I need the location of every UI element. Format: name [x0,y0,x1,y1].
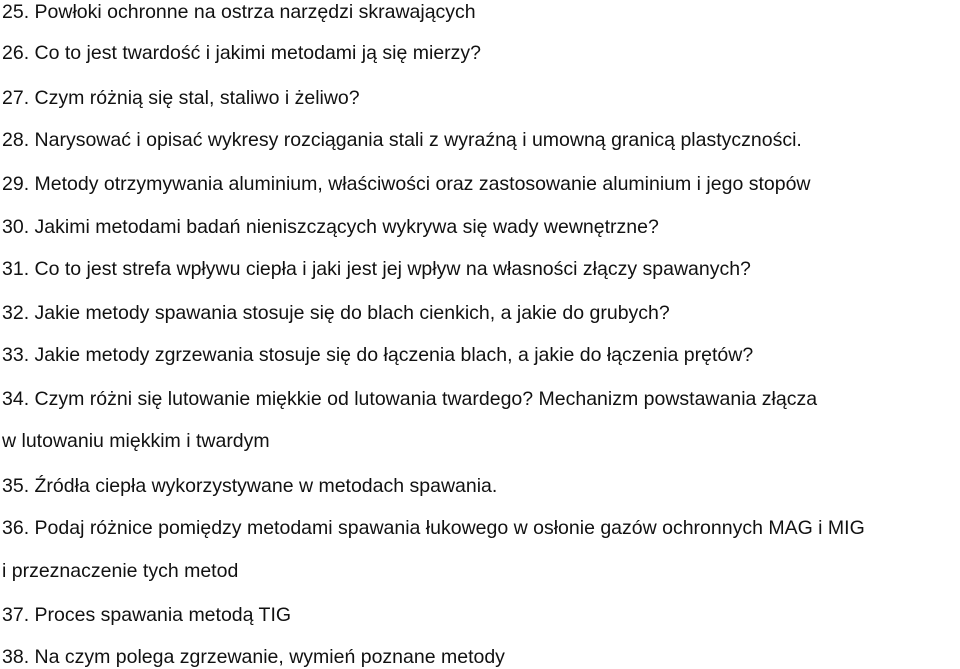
question-34-continued: w lutowaniu miękkim i twardym [2,430,270,452]
question-36: 36. Podaj różnice pomiędzy metodami spawania łukowego w osłonie gazów ochronnych MAG i MIG [2,517,865,539]
question-31: 31. Co to jest strefa wpływu ciepła i jaki jest jej wpływ na własności złączy spawanych? [2,258,751,280]
question-33: 33. Jakie metody zgrzewania stosuje się do łączenia blach, a jakie do łączenia prętów? [2,344,754,366]
question-25: 25. Powłoki ochronne na ostrza narzędzi skrawających [2,1,476,23]
question-27: 27. Czym różnią się stal, staliwo i żeliwo? [2,87,360,109]
question-34: 34. Czym różni się lutowanie miękkie od lutowania twardego? Mechanizm powstawania złącza [2,388,818,410]
question-32: 32. Jakie metody spawania stosuje się do blach cienkich, a jakie do grubych? [2,302,670,324]
question-38: 38. Na czym polega zgrzewanie, wymień poznane metody [2,646,505,668]
question-36-continued: i przeznaczenie tych metod [2,560,239,582]
question-26: 26. Co to jest twardość i jakimi metodami ją się mierzy? [2,42,481,64]
question-30: 30. Jakimi metodami badań nieniszczących wykrywa się wady wewnętrzne? [2,216,659,238]
question-29: 29. Metody otrzymywania aluminium, właściwości oraz zastosowanie aluminium i jego stopów [2,173,811,195]
question-28: 28. Narysować i opisać wykresy rozciągania stali z wyraźną i umowną granicą plastyczności. [2,129,802,151]
question-37: 37. Proces spawania metodą TIG [2,604,292,626]
question-35: 35. Źródła ciepła wykorzystywane w metodach spawania. [2,475,498,497]
